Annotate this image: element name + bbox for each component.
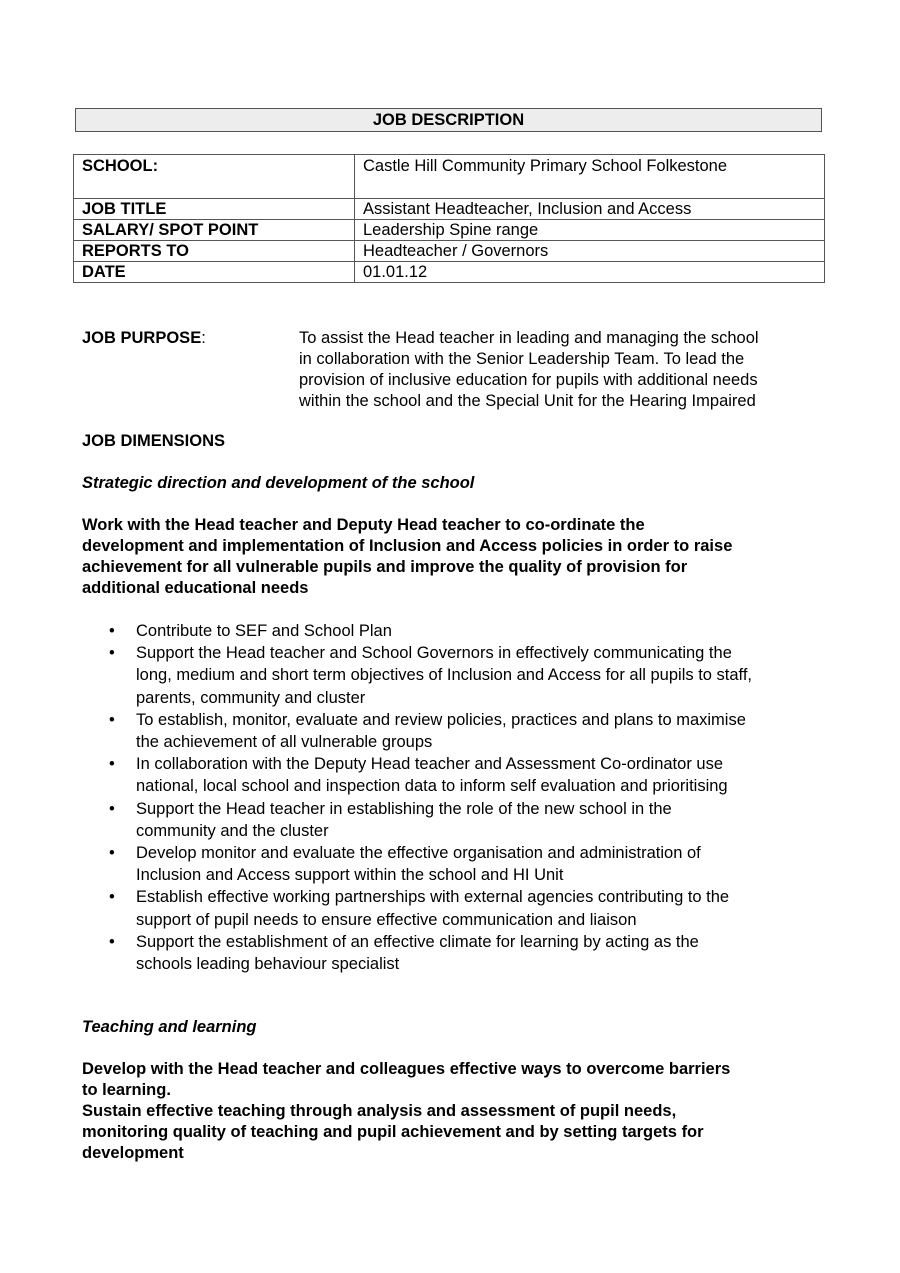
row-label-job-title: JOB TITLE	[74, 199, 355, 220]
strategic-intro-line: development and implementation of Inclusion and Access policies in order to raise	[82, 537, 733, 555]
job-dimensions-heading: JOB DIMENSIONS	[82, 432, 226, 450]
row-label-salary: SALARY/ SPOT POINT	[74, 220, 355, 241]
teaching-line: development	[82, 1144, 184, 1162]
row-value-school: Castle Hill Community Primary School Folkestone	[355, 155, 825, 199]
job-description-header: JOB DESCRIPTION	[75, 108, 822, 132]
job-purpose-label	[82, 328, 206, 349]
bullet-icon: •	[109, 799, 115, 818]
purpose-line: in collaboration with the Senior Leadership Team. To lead the	[299, 350, 745, 368]
row-value-date: 01.01.12	[355, 262, 825, 283]
row-label-reports-to: REPORTS TO	[74, 241, 355, 262]
table-row	[74, 241, 825, 262]
teaching-heading: Teaching and learning	[82, 1018, 257, 1036]
table-row	[74, 199, 825, 220]
strategic-bullet-list	[82, 620, 822, 975]
list-item-line: Support the establishment of an effective climate for learning by acting as the	[136, 932, 699, 951]
list-item	[82, 931, 822, 975]
bullet-icon: •	[109, 888, 115, 907]
list-item-line: national, local school and inspection data to inform self evaluation and prioritising	[136, 777, 728, 796]
bullet-icon: •	[109, 932, 115, 951]
purpose-line: provision of inclusive education for pupils with additional needs	[299, 371, 758, 389]
row-label-school: SCHOOL:	[74, 155, 355, 199]
list-item	[82, 620, 822, 642]
teaching-line: to learning.	[82, 1081, 171, 1099]
list-item	[82, 642, 822, 709]
list-item-line: To establish, monitor, evaluate and review policies, practices and plans to maximise	[136, 710, 746, 729]
teaching-line: monitoring quality of teaching and pupil achievement and by setting targets for	[82, 1123, 704, 1141]
strategic-heading: Strategic direction and development of the school	[82, 474, 475, 492]
table-row	[74, 155, 825, 199]
list-item-line: Establish effective working partnerships with external agencies contributing to the	[136, 888, 730, 907]
bullet-icon: •	[109, 622, 115, 640]
teaching-line: Develop with the Head teacher and colleagues effective ways to overcome barriers	[82, 1060, 731, 1078]
job-purpose-label-text: JOB PURPOSE	[82, 329, 202, 347]
row-value-reports-to: Headteacher / Governors	[355, 241, 825, 262]
row-label-date: DATE	[74, 262, 355, 283]
purpose-line: To assist the Head teacher in leading and managing the school	[299, 329, 759, 347]
list-item-line: Support the Head teacher and School Governors in effectively communicating the	[136, 644, 732, 663]
strategic-intro-line: Work with the Head teacher and Deputy Head teacher to co-ordinate the	[82, 516, 645, 534]
table-row	[74, 220, 825, 241]
list-item-line: In collaboration with the Deputy Head teacher and Assessment Co-ordinator use	[136, 755, 723, 774]
list-item-line: support of pupil needs to ensure effective communication and liaison	[136, 910, 637, 929]
job-info-table	[73, 154, 825, 283]
strategic-intro	[82, 515, 822, 599]
row-value-salary: Leadership Spine range	[355, 220, 825, 241]
list-item-line: Develop monitor and evaluate the effective organisation and administration of	[136, 844, 701, 863]
list-item-line: the achievement of all vulnerable groups	[136, 733, 433, 752]
list-item	[82, 798, 822, 842]
bullet-icon: •	[109, 710, 115, 729]
job-purpose-colon: :	[201, 329, 206, 347]
list-item-line: long, medium and short term objectives of Inclusion and Access for all pupils to staff,	[136, 666, 753, 685]
teaching-line: Sustain effective teaching through analysis and assessment of pupil needs,	[82, 1102, 677, 1120]
job-purpose-text	[299, 328, 819, 412]
list-item	[82, 709, 822, 753]
strategic-intro-line: achievement for all vulnerable pupils and improve the quality of provision for	[82, 558, 688, 576]
list-item-line: Contribute to SEF and School Plan	[136, 622, 392, 640]
list-item-line: Support the Head teacher in establishing the role of the new school in the	[136, 799, 672, 818]
strategic-intro-line: additional educational needs	[82, 579, 309, 597]
list-item	[82, 842, 822, 886]
purpose-line: within the school and the Special Unit for the Hearing Impaired	[299, 392, 756, 410]
bullet-icon: •	[109, 844, 115, 863]
bullet-icon: •	[109, 755, 115, 774]
row-value-job-title: Assistant Headteacher, Inclusion and Access	[355, 199, 825, 220]
teaching-text	[82, 1059, 822, 1164]
list-item	[82, 753, 822, 797]
list-item-line: Inclusion and Access support within the school and HI Unit	[136, 866, 564, 885]
list-item	[82, 886, 822, 930]
list-item-line: community and the cluster	[136, 821, 329, 840]
list-item-line: parents, community and cluster	[136, 688, 366, 707]
table-row	[74, 262, 825, 283]
bullet-icon: •	[109, 644, 115, 663]
list-item-line: schools leading behaviour specialist	[136, 955, 400, 974]
